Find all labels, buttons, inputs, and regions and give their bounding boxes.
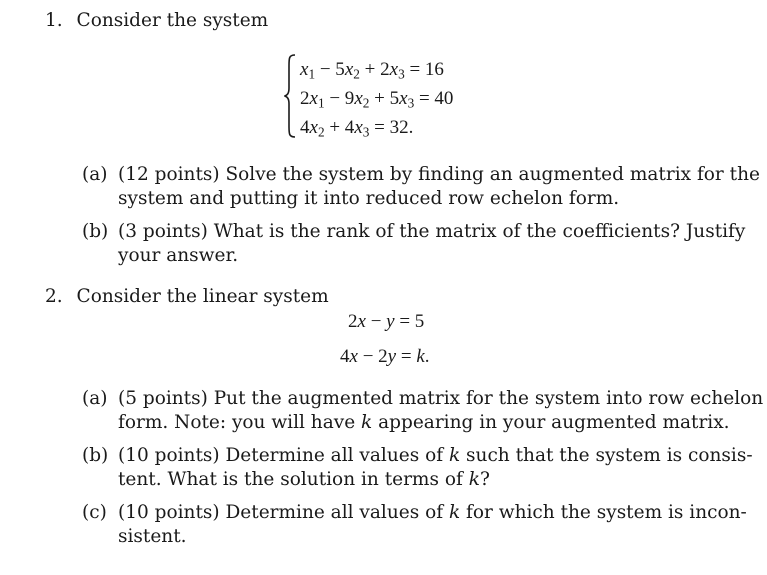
system-2-equation-2: 4x − 2y = k. <box>340 346 430 367</box>
problem-2-part-c-label: (c) <box>82 502 107 523</box>
system-1-equation-3 <box>300 117 414 140</box>
eq3-rhs: = 32. <box>369 117 414 138</box>
problem-2-part-b-line-2: tent. What is the solution in terms of k? <box>118 469 490 490</box>
system-1-equation-1 <box>300 59 444 82</box>
problem-2-part-c-line-1: (10 points) Determine all values of k for which the system is incon- <box>118 502 747 523</box>
eq1-lhs: $x_1 - 5x_2 + 2x_3$ <box>300 59 405 82</box>
problem-2-part-c-line-2: sistent. <box>118 526 187 547</box>
problem-2-part-b-line-1: (10 points) Determine all values of k such that the system is consis- <box>118 445 753 466</box>
eq2-lhs: $2x_1 - 9x_2 + 5x_3$ <box>300 88 415 111</box>
problem-1-part-b-label: (b) <box>82 221 109 242</box>
left-brace <box>284 54 296 138</box>
problem-1-part-a-label: (a) <box>82 164 108 185</box>
problem-2-intro: Consider the linear system <box>76 286 329 307</box>
problem-2-heading <box>45 288 329 307</box>
problem-2-part-a-line-2: form. Note: you will have k appearing in your augmented matrix. <box>118 412 730 433</box>
problem-2-part-a-label: (a) <box>82 388 108 409</box>
eq1-rhs: = 16 <box>404 59 444 80</box>
problem-2-number: 2. <box>45 286 63 307</box>
eq3-lhs: $4x_2 + 4x_3$ <box>300 117 370 140</box>
system-2-equation-1: 2x − y = 5 <box>348 311 425 332</box>
problem-2-part-a-line-1: (5 points) Put the augmented matrix for the system into row echelon <box>118 388 764 409</box>
eq2-rhs: = 40 <box>414 88 454 109</box>
problem-1-intro: Consider the system <box>76 10 269 31</box>
system-1-equation-2 <box>300 88 454 111</box>
problem-1-number: 1. <box>45 10 63 31</box>
problem-1-part-b-line-2: your answer. <box>118 245 239 266</box>
problem-1-part-a-line-2: system and putting it into reduced row echelon form. <box>118 188 620 209</box>
problem-1-part-a-line-1: (12 points) Solve the system by finding an augmented matrix for the <box>118 164 760 185</box>
problem-1-heading <box>45 12 268 31</box>
problem-2-part-b-label: (b) <box>82 445 109 466</box>
problem-1-part-b-line-1: (3 points) What is the rank of the matrix of the coefficients? Justify <box>118 221 746 242</box>
